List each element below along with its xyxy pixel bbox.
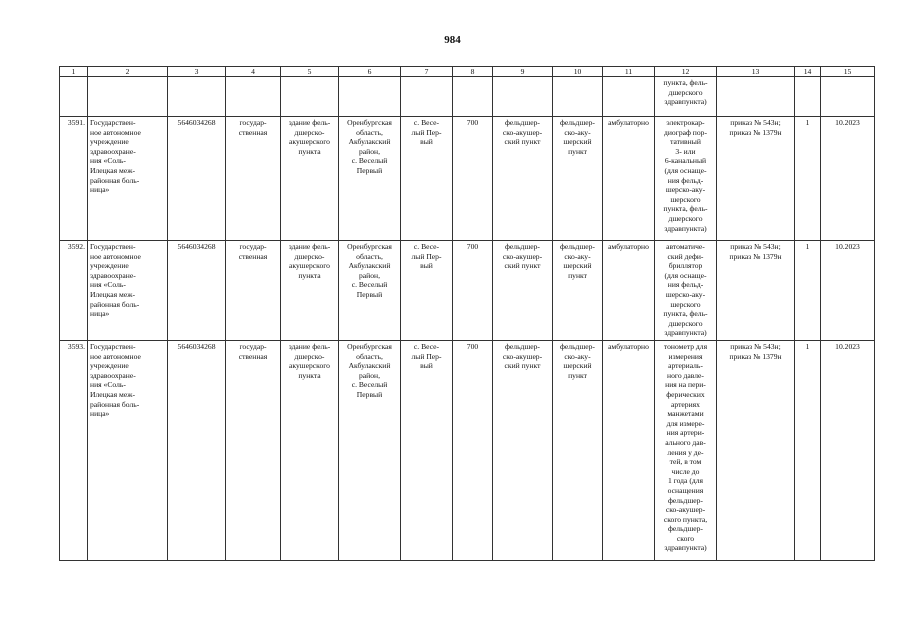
locality-text: с. Весе- лый Пер- вый (411, 118, 442, 147)
order-text: приказ № 543н; приказ № 1379н (729, 118, 782, 137)
carry-over-equipment-text: пункта, фель- дшерского здравпункта) (663, 78, 708, 107)
organization-text: Государствен- ное автономное учреждение здравоохране- ния «Соль- Илецкая меж- районная боль- ница» (90, 242, 141, 319)
date-cell: 10.2023 (821, 117, 875, 241)
column-header-14: 14 (795, 67, 821, 77)
address-text: Оренбургская область, Акбулакский район, с. Веселый Первый (347, 342, 392, 399)
organization-cell (88, 341, 168, 561)
order-cell (717, 117, 795, 241)
building-text: здание фель- дшерско- акушерского пункта (288, 242, 331, 280)
code-cell: 700 (453, 341, 493, 561)
empty-cell (60, 77, 88, 117)
inn-cell: 5646034268 (168, 117, 226, 241)
unit-type-cell (493, 341, 553, 561)
empty-cell (281, 77, 339, 117)
order-text: приказ № 543н; приказ № 1379н (729, 242, 782, 261)
equipment-cell (655, 341, 717, 561)
column-number-row (60, 67, 875, 77)
empty-cell (168, 77, 226, 117)
column-header-7: 7 (401, 67, 453, 77)
equipment-cell (655, 117, 717, 241)
address-text: Оренбургская область, Акбулакский район, с. Веселый Первый (347, 242, 392, 299)
column-header-1: 1 (60, 67, 88, 77)
building-cell (281, 341, 339, 561)
order-cell (717, 241, 795, 341)
empty-cell (88, 77, 168, 117)
ownership-cell (226, 341, 281, 561)
row-number: 3591. (60, 117, 88, 241)
equipment-text: автоматиче- ский дефи- бриллятор (для оснаще- ния фельд- шерско-аку- шерского пункта, фель- дшерского здравпункта) (663, 242, 708, 338)
quantity-cell: 1 (795, 341, 821, 561)
page-number: 984 (444, 34, 461, 46)
column-header-11: 11 (603, 67, 655, 77)
column-header-6: 6 (339, 67, 401, 77)
equipment-text: тонометр для измерения артериаль- ного давле- ния на пери- ферических артериях манжетами для измере- ния артери- ального дав- ления у де- тей, в том числе до 1 года (для оснащения фельдшер- ско-акушер- ского пункта, фельдшер- ского здравпункта) (663, 342, 708, 553)
empty-cell (339, 77, 401, 117)
address-cell (339, 117, 401, 241)
address-cell (339, 341, 401, 561)
ownership-text: государ- ственная (238, 118, 268, 137)
locality-text: с. Весе- лый Пер- вый (411, 242, 442, 271)
column-header-10: 10 (553, 67, 603, 77)
table-row (60, 117, 875, 241)
column-header-3: 3 (168, 67, 226, 77)
care-type-cell: амбулаторно (603, 341, 655, 561)
code-cell: 700 (453, 241, 493, 341)
table-row (60, 341, 875, 561)
building-cell (281, 241, 339, 341)
row-number: 3592. (60, 241, 88, 341)
empty-cell (453, 77, 493, 117)
empty-cell (226, 77, 281, 117)
care-type-cell: амбулаторно (603, 241, 655, 341)
organization-cell (88, 117, 168, 241)
code-cell: 700 (453, 117, 493, 241)
equipment-text: электрокар- диограф пор- тативный 3- или 6-канальный (для оснаще- ния фельд- шерско-аку- шерского пункта, фель- дшерского здравпункта) (663, 118, 708, 233)
unit-type-text: фельдшер- ско-акушер- ский пункт (502, 242, 543, 271)
building-text: здание фель- дшерско- акушерского пункта (288, 342, 331, 380)
unit-cell (553, 241, 603, 341)
unit-type-cell (493, 117, 553, 241)
building-text: здание фель- дшерско- акушерского пункта (288, 118, 331, 156)
inn-cell: 5646034268 (168, 241, 226, 341)
ownership-cell (226, 117, 281, 241)
empty-cell (603, 77, 655, 117)
organization-text: Государствен- ное автономное учреждение здравоохране- ния «Соль- Илецкая меж- районная боль- ница» (90, 118, 141, 195)
locality-text: с. Весе- лый Пер- вый (411, 342, 442, 371)
table-row (60, 241, 875, 341)
organization-cell (88, 241, 168, 341)
empty-cell (795, 77, 821, 117)
empty-cell (493, 77, 553, 117)
unit-text: фельдшер- ско-аку- шерский пункт (560, 342, 595, 380)
quantity-cell: 1 (795, 117, 821, 241)
ownership-cell (226, 241, 281, 341)
ownership-text: государ- ственная (238, 342, 268, 361)
date-cell: 10.2023 (821, 341, 875, 561)
unit-text: фельдшер- ско-аку- шерский пункт (560, 118, 595, 156)
registry-table (59, 66, 875, 561)
row-number: 3593. (60, 341, 88, 561)
address-cell (339, 241, 401, 341)
empty-cell (553, 77, 603, 117)
column-header-2: 2 (88, 67, 168, 77)
inn-cell: 5646034268 (168, 341, 226, 561)
organization-text: Государствен- ное автономное учреждение здравоохране- ния «Соль- Илецкая меж- районная боль- ница» (90, 342, 141, 419)
date-cell: 10.2023 (821, 241, 875, 341)
empty-cell (821, 77, 875, 117)
column-header-13: 13 (717, 67, 795, 77)
empty-cell (401, 77, 453, 117)
empty-cell (717, 77, 795, 117)
unit-text: фельдшер- ско-аку- шерский пункт (560, 242, 595, 280)
carry-over-equipment-cell (655, 77, 717, 117)
column-header-4: 4 (226, 67, 281, 77)
unit-type-text: фельдшер- ско-акушер- ский пункт (502, 342, 543, 371)
quantity-cell: 1 (795, 241, 821, 341)
address-text: Оренбургская область, Акбулакский район, с. Веселый Первый (347, 118, 392, 175)
care-type-cell: амбулаторно (603, 117, 655, 241)
column-header-9: 9 (493, 67, 553, 77)
column-header-15: 15 (821, 67, 875, 77)
building-cell (281, 117, 339, 241)
order-cell (717, 341, 795, 561)
column-header-12: 12 (655, 67, 717, 77)
locality-cell (401, 241, 453, 341)
unit-cell (553, 117, 603, 241)
unit-cell (553, 341, 603, 561)
carry-over-row (60, 77, 875, 117)
column-header-5: 5 (281, 67, 339, 77)
locality-cell (401, 117, 453, 241)
column-header-8: 8 (453, 67, 493, 77)
equipment-cell (655, 241, 717, 341)
order-text: приказ № 543н; приказ № 1379н (729, 342, 782, 361)
unit-type-text: фельдшер- ско-акушер- ский пункт (502, 118, 543, 147)
locality-cell (401, 341, 453, 561)
unit-type-cell (493, 241, 553, 341)
ownership-text: государ- ственная (238, 242, 268, 261)
